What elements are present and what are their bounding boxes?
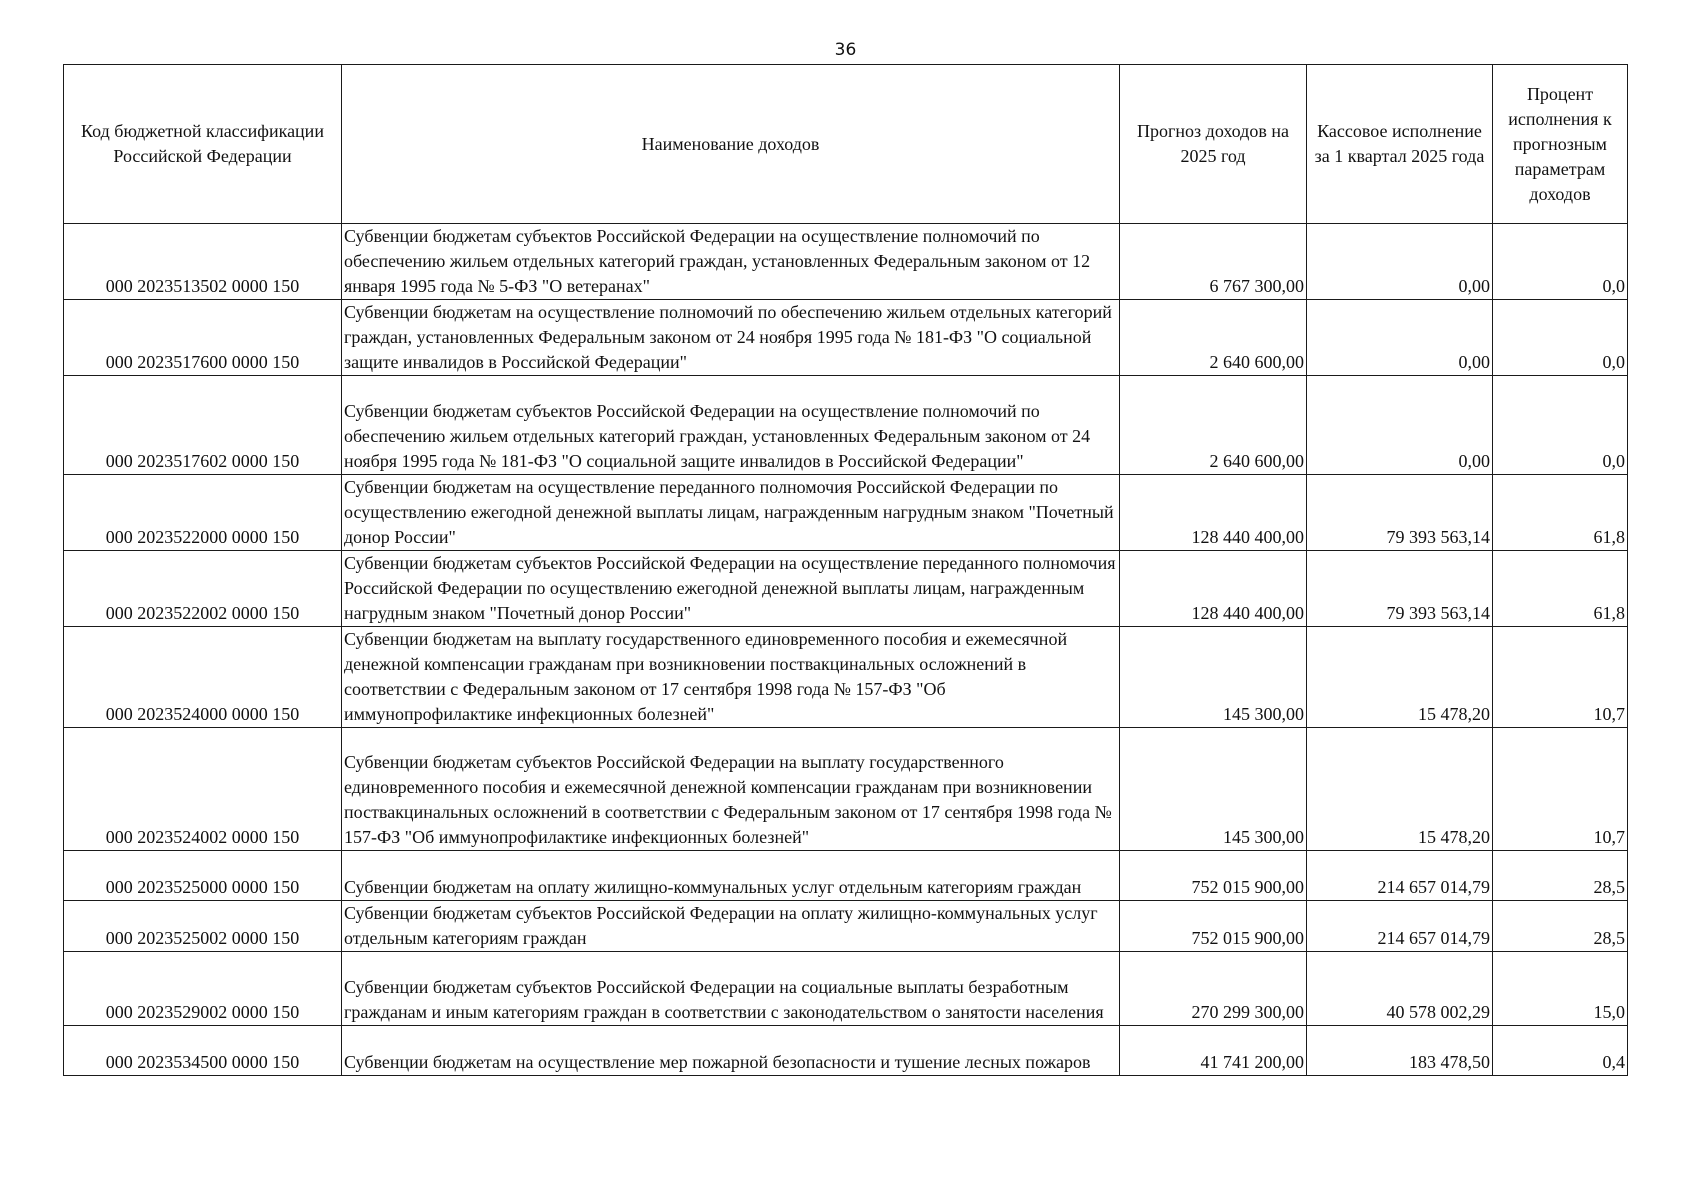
row-name-cell: Субвенции бюджетам субъектов Российской Федерации на социальные выплаты безработным гражданам и иным категориям граждан в соответствии с законодательством о занятости населения bbox=[342, 952, 1120, 1026]
row-code-cell: 000 2023524002 0000 150 bbox=[64, 728, 342, 851]
table-row bbox=[64, 376, 1628, 475]
row-forecast-cell: 752 015 900,00 bbox=[1120, 851, 1307, 901]
page-number: 36 bbox=[834, 40, 857, 60]
row-forecast-cell: 145 300,00 bbox=[1120, 728, 1307, 851]
table-row bbox=[64, 901, 1628, 952]
row-cash-cell: 15 478,20 bbox=[1307, 728, 1493, 851]
row-cash-cell: 183 478,50 bbox=[1307, 1026, 1493, 1076]
row-forecast-cell: 6 767 300,00 bbox=[1120, 224, 1307, 300]
row-name-cell: Субвенции бюджетам на осуществление переданного полномочия Российской Федерации по осуществлению ежегодной денежной выплаты лицам, награжденным нагрудным знаком "Почетный донор России" bbox=[342, 475, 1120, 551]
table-row bbox=[64, 627, 1628, 728]
row-cash-cell: 0,00 bbox=[1307, 300, 1493, 376]
row-code-cell: 000 2023534500 0000 150 bbox=[64, 1026, 342, 1076]
row-code-cell: 000 2023513502 0000 150 bbox=[64, 224, 342, 300]
row-forecast-cell: 128 440 400,00 bbox=[1120, 551, 1307, 627]
row-forecast-cell: 270 299 300,00 bbox=[1120, 952, 1307, 1026]
row-code-cell: 000 2023525002 0000 150 bbox=[64, 901, 342, 952]
header-forecast: Прогноз доходов на 2025 год bbox=[1120, 65, 1307, 224]
row-percent-cell: 28,5 bbox=[1493, 901, 1628, 952]
table-row bbox=[64, 224, 1628, 300]
row-percent-cell: 61,8 bbox=[1493, 551, 1628, 627]
row-forecast-cell: 2 640 600,00 bbox=[1120, 300, 1307, 376]
table-row bbox=[64, 475, 1628, 551]
row-forecast-cell: 41 741 200,00 bbox=[1120, 1026, 1307, 1076]
row-percent-cell: 0,0 bbox=[1493, 300, 1628, 376]
row-code-cell: 000 2023529002 0000 150 bbox=[64, 952, 342, 1026]
row-percent-cell: 0,4 bbox=[1493, 1026, 1628, 1076]
row-cash-cell: 40 578 002,29 bbox=[1307, 952, 1493, 1026]
row-forecast-cell: 145 300,00 bbox=[1120, 627, 1307, 728]
table-row bbox=[64, 851, 1628, 901]
row-forecast-cell: 752 015 900,00 bbox=[1120, 901, 1307, 952]
row-code-cell: 000 2023524000 0000 150 bbox=[64, 627, 342, 728]
header-cash: Кассовое исполнение за 1 квартал 2025 года bbox=[1307, 65, 1493, 224]
table-row bbox=[64, 1026, 1628, 1076]
table-row bbox=[64, 952, 1628, 1026]
row-cash-cell: 214 657 014,79 bbox=[1307, 851, 1493, 901]
row-name-cell: Субвенции бюджетам на осуществление полномочий по обеспечению жильем отдельных категорий граждан, установленных Федеральным законом от 24 ноября 1995 года № 181-ФЗ "О социальной защите инвалидов в Российской Федерации" bbox=[342, 300, 1120, 376]
row-cash-cell: 0,00 bbox=[1307, 224, 1493, 300]
row-name-cell: Субвенции бюджетам на осуществление мер пожарной безопасности и тушение лесных пожаров bbox=[342, 1026, 1120, 1076]
row-cash-cell: 214 657 014,79 bbox=[1307, 901, 1493, 952]
table-row bbox=[64, 300, 1628, 376]
table-body bbox=[64, 224, 1628, 1076]
row-name-cell: Субвенции бюджетам субъектов Российской Федерации на выплату государственного единовременного пособия и ежемесячной денежной компенсации гражданам при возникновении поствакцинальных осложнений в соответствии с Федеральным законом от 17 сентября 1998 года № 157-ФЗ "Об иммунопрофилактике инфекционных болезней" bbox=[342, 728, 1120, 851]
row-percent-cell: 10,7 bbox=[1493, 728, 1628, 851]
header-percent: Процент исполнения к прогнозным параметрам доходов bbox=[1493, 65, 1628, 224]
row-cash-cell: 79 393 563,14 bbox=[1307, 551, 1493, 627]
row-forecast-cell: 2 640 600,00 bbox=[1120, 376, 1307, 475]
row-name-cell: Субвенции бюджетам субъектов Российской Федерации на осуществление полномочий по обеспечению жильем отдельных категорий граждан, установленных Федеральным законом от 12 января 1995 года № 5-ФЗ "О ветеранах" bbox=[342, 224, 1120, 300]
row-code-cell: 000 2023525000 0000 150 bbox=[64, 851, 342, 901]
row-cash-cell: 79 393 563,14 bbox=[1307, 475, 1493, 551]
budget-revenue-table bbox=[63, 64, 1628, 1076]
row-name-cell: Субвенции бюджетам на оплату жилищно-коммунальных услуг отдельным категориям граждан bbox=[342, 851, 1120, 901]
row-code-cell: 000 2023522000 0000 150 bbox=[64, 475, 342, 551]
row-cash-cell: 0,00 bbox=[1307, 376, 1493, 475]
row-name-cell: Субвенции бюджетам субъектов Российской Федерации на оплату жилищно-коммунальных услуг отдельным категориям граждан bbox=[342, 901, 1120, 952]
row-forecast-cell: 128 440 400,00 bbox=[1120, 475, 1307, 551]
header-code: Код бюджетной классификации Российской Федерации bbox=[64, 65, 342, 224]
row-code-cell: 000 2023517600 0000 150 bbox=[64, 300, 342, 376]
row-name-cell: Субвенции бюджетам субъектов Российской Федерации на осуществление переданного полномочия Российской Федерации по осуществлению ежегодной денежной выплаты лицам, награжденным нагрудным знаком "Почетный донор России" bbox=[342, 551, 1120, 627]
table-row bbox=[64, 551, 1628, 627]
row-percent-cell: 10,7 bbox=[1493, 627, 1628, 728]
row-name-cell: Субвенции бюджетам субъектов Российской Федерации на осуществление полномочий по обеспечению жильем отдельных категорий граждан, установленных Федеральным законом от 24 ноября 1995 года № 181-ФЗ "О социальной защите инвалидов в Российской Федерации" bbox=[342, 376, 1120, 475]
row-cash-cell: 15 478,20 bbox=[1307, 627, 1493, 728]
row-percent-cell: 61,8 bbox=[1493, 475, 1628, 551]
row-percent-cell: 0,0 bbox=[1493, 376, 1628, 475]
row-code-cell: 000 2023517602 0000 150 bbox=[64, 376, 342, 475]
table-header bbox=[64, 65, 1628, 224]
row-name-cell: Субвенции бюджетам на выплату государственного единовременного пособия и ежемесячной денежной компенсации гражданам при возникновении поствакцинальных осложнений в соответствии с Федеральным законом от 17 сентября 1998 года № 157-ФЗ "Об иммунопрофилактике инфекционных болезней" bbox=[342, 627, 1120, 728]
row-percent-cell: 28,5 bbox=[1493, 851, 1628, 901]
row-percent-cell: 15,0 bbox=[1493, 952, 1628, 1026]
header-name: Наименование доходов bbox=[342, 65, 1120, 224]
row-percent-cell: 0,0 bbox=[1493, 224, 1628, 300]
header-row bbox=[64, 65, 1628, 224]
row-code-cell: 000 2023522002 0000 150 bbox=[64, 551, 342, 627]
table-row bbox=[64, 728, 1628, 851]
